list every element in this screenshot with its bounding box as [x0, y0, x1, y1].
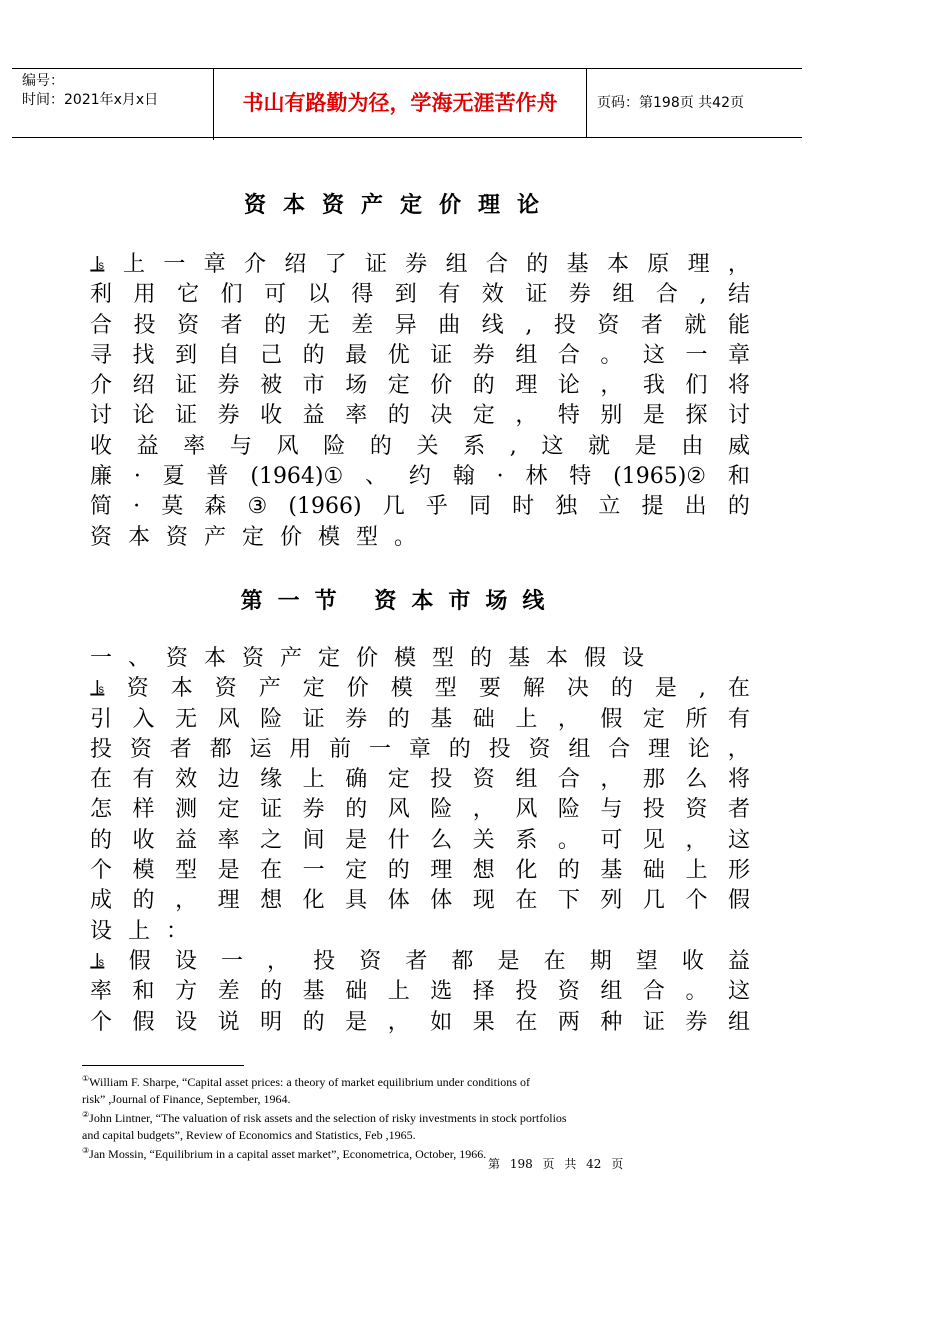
text-line: ⫡ 假 设 一 ， 投 资 者 都 是 在 期 望 收 益: [90, 948, 750, 974]
header-table: [12, 68, 802, 138]
text-line: 一、资本资产定价模型的基本假设: [90, 646, 661, 671]
text-line: 投 资 者 都 运 用 前 一 章 的 投 资 组 合 理 论 ，: [90, 736, 750, 762]
text-line: 介 绍 证 券 被 市 场 定 价 的 理 论 ， 我 们 将: [90, 373, 750, 399]
text-line: 引 入 无 风 险 证 券 的 基 础 上 ， 假 定 所 有: [90, 706, 750, 732]
footnote-text: and capital budgets”, Review of Economics and Statistics, Feb ,1965.: [82, 1127, 416, 1142]
text-line: 合 投 资 者 的 无 差 异 曲 线 , 投 资 者 就 能: [90, 312, 750, 338]
text-line: 利 用 它 们 可 以 得 到 有 效 证 券 组 合 , 结: [90, 282, 750, 308]
footnote-line: [82, 1071, 742, 1091]
footnote-text: William F. Sharpe, “Capital asset prices: a theory of market equilibrium under conditions of: [89, 1075, 530, 1089]
footnote-mark: ①: [82, 1074, 90, 1083]
footnote-line: [82, 1091, 742, 1108]
text-line: 廉 · 夏 普 (1964)① 、 约 翰 · 林 特 (1965)② 和: [90, 464, 750, 490]
header-page-label: 页码：第198页 共42页: [597, 95, 744, 111]
text-line: 在 有 效 边 缘 上 确 定 投 资 组 合 ， 那 么 将: [90, 767, 750, 793]
page-number: 第 198 页 共 42 页: [488, 1157, 624, 1171]
text-line: ⫡ 上 一 章 介 绍 了 证 券 组 合 的 基 本 原 理 ，: [90, 252, 750, 277]
text-line: ⫡ 资 本 资 产 定 价 模 型 要 解 决 的 是 , 在: [90, 676, 750, 702]
document-title: 资本资产定价理论: [243, 192, 556, 218]
text-line: 率 和 方 差 的 基 础 上 选 择 投 资 组 合 。 这: [90, 979, 750, 1005]
text-line: 简 · 莫 森 ③ (1966) 几 乎 同 时 独 立 提 出 的: [90, 494, 750, 520]
text-line: 怎 样 测 定 证 券 的 风 险 ， 风 险 与 投 资 者: [90, 797, 750, 823]
time-label: 时间：2021年x月x日: [22, 92, 159, 108]
text-line: 的 收 益 率 之 间 是 什 么 关 系 。 可 见 ， 这: [90, 827, 750, 853]
section-paragraph: [90, 644, 750, 1038]
header-motto: 书山有路勤为径，学海无涯苦作舟: [214, 69, 587, 137]
footnote-text: Jan Mossin, “Equilibrium in a capital asset market”, Econometrica, October, 1966.: [89, 1147, 487, 1161]
footnote-mark: ②: [82, 1110, 90, 1119]
number-label: 编号：: [22, 73, 64, 89]
intro-paragraph: [90, 250, 750, 553]
footnote-line: [82, 1143, 742, 1163]
text-line: 个 模 型 是 在 一 定 的 理 想 化 的 基 础 上 形: [90, 858, 750, 884]
section-title: 第一节 资本市场线: [240, 588, 560, 614]
text-line: 成 的 ， 理 想 化 具 体 体 现 在 下 列 几 个 假: [90, 888, 750, 914]
text-line: 收 益 率 与 风 险 的 关 系 , 这 就 是 由 威: [90, 433, 750, 459]
footnote-rule: [82, 1065, 244, 1066]
text-line: 资本资产定价模型。: [90, 524, 433, 550]
footnote-text: risk” ,Journal of Finance, September, 1964.: [82, 1091, 291, 1106]
text-line: 寻 找 到 自 己 的 最 优 证 券 组 合 。 这 一 章: [90, 342, 750, 368]
footnote-text: John Lintner, “The valuation of risk assets and the selection of risky investments in stock portfolios: [89, 1111, 567, 1125]
footnote-line: [82, 1127, 742, 1144]
text-line: 讨 论 证 券 收 益 率 的 决 定 ， 特 别 是 探 讨: [90, 403, 750, 429]
footnote-line: [82, 1107, 742, 1127]
footnote-mark: ③: [82, 1146, 90, 1155]
text-line: 设上：: [90, 918, 205, 944]
text-line: 个 假 设 说 明 的 是 ， 如 果 在 两 种 证 券 组: [90, 1009, 750, 1035]
footnotes: [82, 1071, 742, 1163]
header-left-cell: [12, 69, 214, 140]
